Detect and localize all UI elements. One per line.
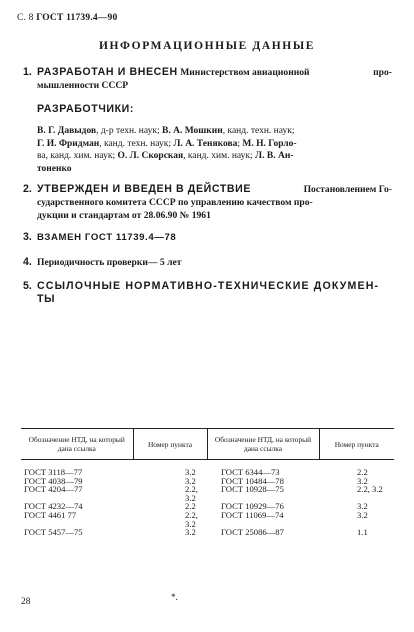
table-header-row — [21, 429, 394, 460]
section-2-line2: сударственного комитета СССР по управлению качеством про- — [37, 197, 313, 208]
page-title: ИНФОРМАЦИОННЫЕ ДАННЫЕ — [98, 40, 316, 52]
section-5-heading-line2: ТЫ — [37, 293, 56, 305]
references-table — [21, 428, 394, 537]
page-header — [17, 13, 117, 23]
footer-mark: *. — [171, 592, 178, 602]
section-1-heading: РАЗРАБОТАН И ВНЕСЕН — [37, 66, 178, 78]
developer-name: тоненко — [37, 163, 72, 174]
section-5-heading-line1: ССЫЛОЧНЫЕ НОРМАТИВНО-ТЕХНИЧЕСКИЕ ДОКУМЕН- — [37, 280, 380, 292]
section-2-line3: дукции и стандартам от 28.06.90 № 1961 — [37, 210, 211, 221]
page-number: 28 — [21, 597, 31, 607]
developers-list: В. Г. Давыдов, д-р техн. наук; В. А. Мошкин, канд. техн. наук; Г. И. Фридман, канд. техн. наук; Л. А. Тенякова; М. Н. Горло- ва, канд. хим. наук; О. Л. Скорская, канд. хим. наук; Л. В. Ан- тоненко — [37, 126, 297, 174]
developer-name: О. Л. Скорская — [117, 151, 184, 161]
section-2-line1: Постановлением Го- — [303, 184, 392, 195]
section-5-number: 5. — [23, 280, 32, 292]
developer-name: В. А. Мошкин — [162, 126, 223, 136]
section-1-text-b: про- — [373, 67, 392, 78]
section-4-text: Периодичность проверки— 5 лет — [37, 257, 182, 268]
developers-heading: РАЗРАБОТЧИКИ: — [37, 103, 134, 115]
section-2-number: 2. — [23, 183, 32, 195]
header-doc-right: Обозначение НТД, на который дана ссылка — [207, 429, 319, 460]
developer-name: Л. В. Ан- — [255, 151, 294, 161]
section-1-text-a: Министерством авиационной — [180, 67, 310, 78]
section-5 — [37, 280, 392, 306]
section-1-number: 1. — [23, 66, 32, 78]
developer-name: В. Г. Давыдов — [37, 126, 97, 136]
table-row: ГОСТ 4232—74 2.2 ГОСТ 10929—76 3.2 — [24, 501, 368, 512]
section-2 — [37, 183, 392, 222]
section-3-heading: ВЗАМЕН ГОСТ 11739.4—78 — [37, 232, 177, 243]
header-item-left: Номер пункта — [133, 429, 207, 460]
section-1-text-line2: мышленности СССР — [37, 80, 129, 91]
developer-name: Г. И. Фридман — [37, 138, 100, 149]
section-2-heading: УТВЕРЖДЕН И ВВЕДЕН В ДЕЙСТВИЕ — [37, 183, 252, 195]
section-3-number: 3. — [23, 231, 32, 243]
table-row: ГОСТ 4461 77 2.2, 3.2 ГОСТ 11069—74 3.2 — [24, 509, 368, 529]
header-page-prefix: С. 8 — [17, 13, 34, 23]
table-row: ГОСТ 5457—75 3.2 ГОСТ 25086—87 1.1 — [24, 527, 368, 538]
developer-name: Л. А. Тенякова — [173, 138, 238, 149]
header-standard: ГОСТ 11739.4—90 — [36, 13, 118, 23]
header-doc-left: Обозначение НТД, на который дана ссылка — [21, 429, 133, 460]
section-4-number: 4. — [23, 256, 32, 268]
table-row: ГОСТ 4204—77 2.2, 3.2 ГОСТ 10928—75 2.2, 3.2 — [24, 484, 383, 503]
table-row: ГОСТ 3118—77 3.2 ГОСТ 6344—73 2.2 — [24, 467, 368, 477]
header-item-right: Номер пункта — [319, 429, 394, 460]
table-row: ГОСТ 4038—79 3.2 ГОСТ 10484—78 3.2 — [24, 475, 368, 486]
section-1 — [37, 66, 392, 92]
developer-name: М. Н. Горло- — [242, 138, 297, 149]
